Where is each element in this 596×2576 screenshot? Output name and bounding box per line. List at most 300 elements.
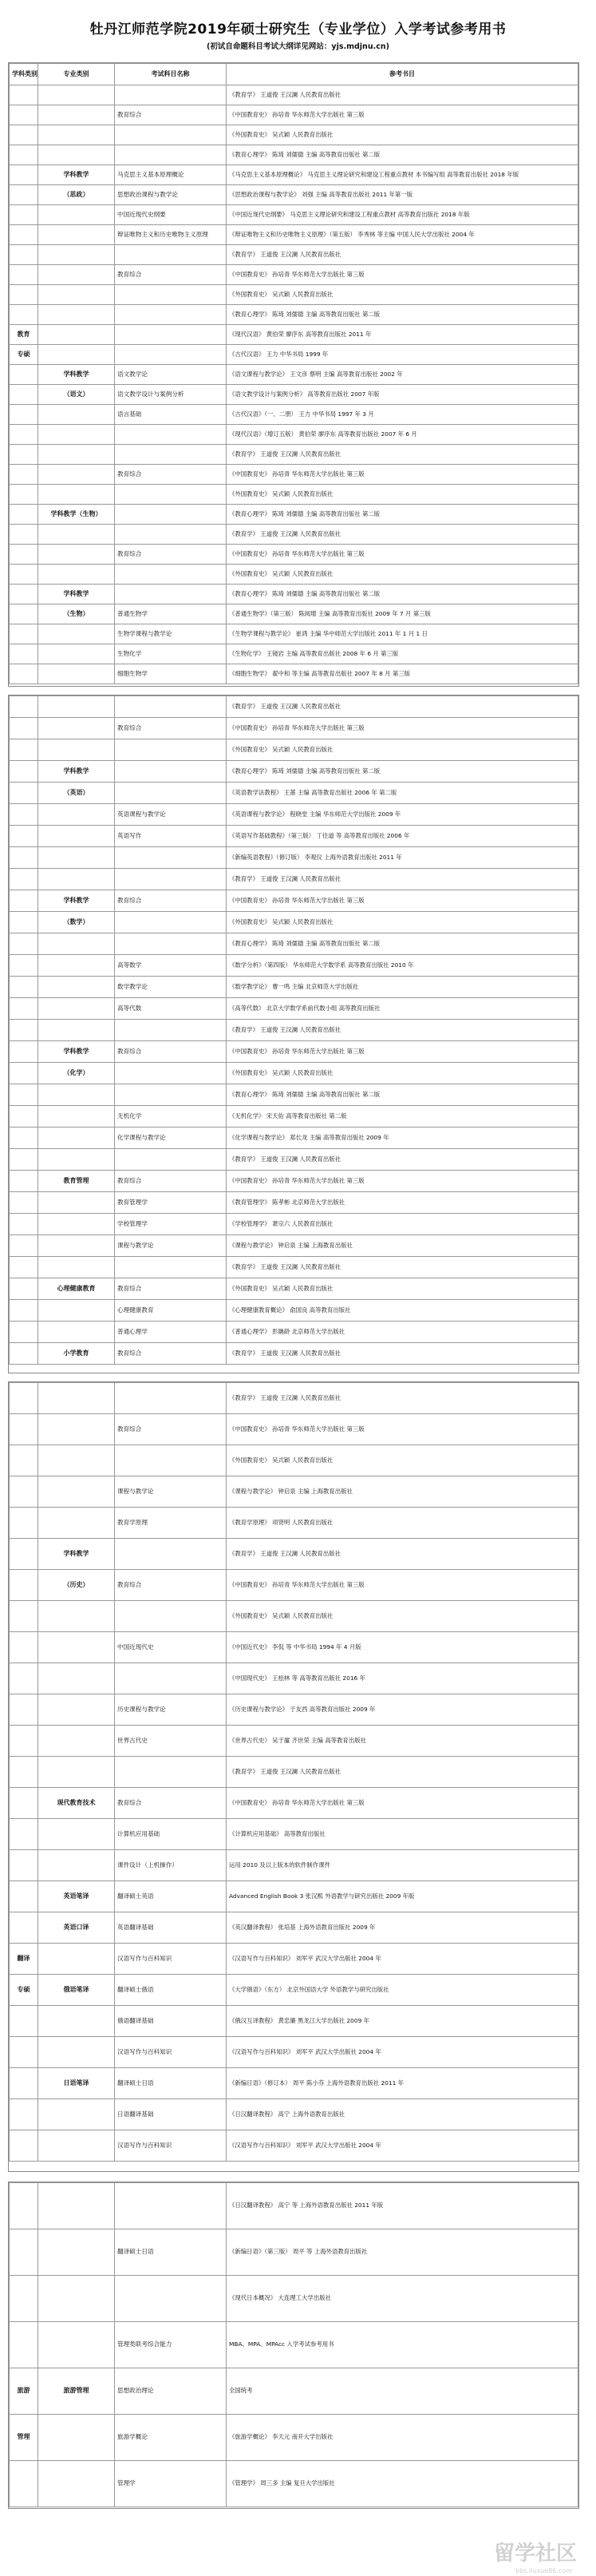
table-row [10,955,578,977]
discipline-cell [10,1041,38,1063]
table-row [10,165,578,185]
table-row [10,1663,578,1694]
reference-book-cell: 《教育学》 王道俊 王汉澜 人民教育出版社 [227,1757,578,1788]
major-cell [38,955,115,977]
reference-book-cell: 《中国教育史》 孙培青 华东师范大学出版社 第三版 [227,465,578,485]
reference-book-cell: 《学校管理学》 萧宗六 人民教育出版社 [227,1214,578,1235]
reference-book-cell: 《旅游学概论》 李天元 南开大学出版社 [227,2415,578,2461]
major-cell [38,644,115,664]
subject-cell [115,1063,227,1084]
major-cell: （语文） [38,385,115,405]
subject-cell: 日语翻译基础 [115,2099,227,2130]
major-cell [38,977,115,998]
major-cell [38,545,115,565]
table-row [10,664,578,684]
table-row [10,1570,578,1601]
subject-cell: 汉语写作与百科知识 [115,2037,227,2068]
major-cell [38,1383,115,1414]
subject-cell [115,2183,227,2229]
subject-cell [115,1257,227,1278]
table-row [10,1106,578,1127]
table-row [10,405,578,425]
reference-book-cell: 全国统考 [227,2368,578,2415]
major-cell: 学科教学 [38,1539,115,1570]
reference-book-cell: 《中国教育史》 孙培青 华东师范大学出版社 第三版 [227,1788,578,1819]
major-cell: 现代教育技术 [38,1788,115,1819]
reference-book-cell: 《教育心理学》 陈琦 刘儒德 主编 高等教育出版社 第二版 [227,585,578,604]
subject-cell [115,1445,227,1476]
table-row [10,265,578,285]
table-row [10,1476,578,1508]
discipline-cell [10,365,38,385]
reference-book-cell: 《教育学》 王道俊 王汉澜 人民教育出版社 [227,1257,578,1278]
major-cell [38,285,115,305]
discipline-cell [10,933,38,955]
table-row [10,890,578,912]
discipline-cell [10,1912,38,1944]
reference-book-cell: 《教育学》 王道俊 王汉澜 人民教育出版社 [227,1383,578,1414]
subject-cell [115,1757,227,1788]
subject-cell [115,305,227,325]
reference-book-cell: 《现代汉语》（增订五版） 黄伯荣 廖序东 高等教育出版社 2007 年 6 月 [227,425,578,445]
reference-book-cell: 《中国现代史》 王桧林 等 高等教育出版社 2016 年 [227,1663,578,1694]
discipline-cell [10,1149,38,1171]
table-row [10,1063,578,1084]
discipline-cell [10,761,38,783]
table-row [10,2099,578,2130]
table-row [10,1850,578,1881]
major-cell: 英语笔译 [38,1881,115,1912]
table-row [10,1235,578,1257]
subject-cell [115,325,227,345]
subject-cell: 细胞生物学 [115,664,227,684]
reference-book-cell: 《大学俄语》（东方） 北京外国语大学 外语教学与研究出版社 [227,1975,578,2006]
reference-book-cell: 《中国教育史》 孙培青 华东师范大学出版社 第三版 [227,1041,578,1063]
discipline-cell: 教育 [10,325,38,345]
subject-cell: 翻译硕士日语 [115,2068,227,2099]
table-row [10,345,578,365]
table-row [10,2461,578,2507]
subject-cell: 学校管理学 [115,1214,227,1235]
subject-cell [115,565,227,585]
reference-book-cell: 《外国教育史》 吴式颖 人民教育出版社 [227,565,578,585]
table-row [10,1127,578,1149]
major-cell: 学科教学 [38,165,115,185]
reference-book-cell: 《外国教育史》 吴式颖 人民教育出版社 [227,125,578,145]
table-row [10,1278,578,1300]
discipline-cell [10,465,38,485]
subject-cell: 管理学 [115,2461,227,2507]
discipline-cell [10,385,38,405]
table-row [10,1300,578,1322]
subject-cell [115,445,227,465]
watermark-url: bbs.liuxue86.com [515,2567,572,2574]
table-row [10,783,578,804]
table-row [10,1788,578,1819]
reference-book-cell: 《教育心理学》 陈琦 刘儒德 主编 高等教育出版社 第二版 [227,145,578,165]
reference-book-cell: 《数学教学论》 曹一鸣 主编 北京师范大学出版社 [227,977,578,998]
subject-cell: 教育综合 [115,1171,227,1192]
table-row [10,2276,578,2322]
major-cell [38,847,115,869]
major-cell [38,1757,115,1788]
table-row [10,624,578,644]
subject-cell [115,847,227,869]
reference-book-cell: 《汉语写作与百科知识》 刘军平 武汉大学出版社 2004 年 [227,1944,578,1975]
major-cell [38,1235,115,1257]
discipline-cell [10,739,38,761]
subject-cell: 翻译硕士日语 [115,2229,227,2276]
reference-book-cell: 《中国教育史》 孙培青 华东师范大学出版社 第三版 [227,1414,578,1445]
watermark-logo: 留学社区 [493,2542,577,2566]
major-cell [38,739,115,761]
table-page-1 [8,62,579,687]
reference-book-cell: 《生物化学》 王镜岩 主编 高等教育出版社 2008 年 6 月 第三版 [227,644,578,664]
major-cell: 英语口译 [38,1912,115,1944]
reference-book-cell: 《外国教育史》 吴式颖 人民教育出版社 [227,1063,578,1084]
subject-cell [115,125,227,145]
subject-cell: 管理类联考综合能力 [115,2322,227,2368]
discipline-cell [10,804,38,826]
subject-cell: 教育综合 [115,465,227,485]
reference-book-cell: 《教育心理学》 陈琦 刘儒德 主编 高等教育出版社 第二版 [227,305,578,325]
subject-cell: 教育综合 [115,1570,227,1601]
reference-book-cell: 《中国教育史》 孙培青 华东师范大学出版社 第三版 [227,265,578,285]
reference-book-cell: 《新编日语》（第三版） 周平 等 上海外语教育出版社 [227,2229,578,2276]
table-row [10,1445,578,1476]
discipline-cell [10,696,38,718]
discipline-cell [10,1476,38,1508]
reference-book-cell: 《教育学》 王道俊 王汉澜 人民教育出版社 [227,85,578,105]
table-row [10,2037,578,2068]
major-cell [38,2461,115,2507]
major-cell [38,1508,115,1539]
major-cell [38,1601,115,1632]
subject-cell [115,2276,227,2322]
major-cell [38,998,115,1020]
major-cell [38,445,115,465]
major-cell: 学科教学（生物） [38,505,115,525]
major-cell [38,205,115,225]
discipline-cell [10,165,38,185]
table-page-4 [8,2182,579,2509]
subject-cell: 高等代数 [115,998,227,1020]
table-row [10,85,578,105]
reference-book-cell: 《教育学》 王道俊 王汉澜 人民教育出版社 [227,445,578,465]
major-cell: （思政） [38,185,115,205]
major-cell: 学科教学 [38,1041,115,1063]
table-header-row [10,64,578,85]
subject-cell: 教育学原理 [115,1508,227,1539]
subject-cell: 教育综合 [115,265,227,285]
table-row [10,465,578,485]
subject-cell: 英语翻译基础 [115,1912,227,1944]
major-cell: （历史） [38,1570,115,1601]
subject-cell: 语文教学设计与案例分析 [115,385,227,405]
discipline-cell [10,205,38,225]
table-row [10,1020,578,1041]
discipline-cell [10,405,38,425]
major-cell: 心理健康教育 [38,1278,115,1300]
major-cell [38,933,115,955]
subject-cell: 中国近现代史 [115,1632,227,1663]
reference-book-cell: 《历史课程与教学论》 于友西 高等教育出版社 2009 年 [227,1694,578,1726]
discipline-cell [10,1343,38,1365]
table-row [10,804,578,826]
major-cell [38,696,115,718]
major-cell: 教育管理 [38,1171,115,1192]
major-cell: 俄语笔译 [38,1975,115,2006]
table-row [10,644,578,664]
table-row [10,1383,578,1414]
major-cell [38,1632,115,1663]
reference-book-cell: 《中国教育史》 孙培青 华东师范大学出版社 第三版 [227,718,578,739]
reference-table [9,2182,578,2507]
subject-cell: 普通生物学 [115,604,227,624]
reference-book-cell: 《外国教育史》 吴式颖 人民教育出版社 [227,485,578,505]
major-cell [38,345,115,365]
subject-cell: 教育综合 [115,1414,227,1445]
subject-cell [115,1149,227,1171]
discipline-cell [10,2068,38,2099]
table-row [10,1944,578,1975]
discipline-cell [10,977,38,998]
table-row [10,604,578,624]
subject-cell: 汉语写作与百科知识 [115,2130,227,2162]
major-cell [38,1414,115,1445]
major-cell [38,1476,115,1508]
table-row [10,1975,578,2006]
table-row [10,1171,578,1192]
discipline-cell [10,2183,38,2229]
major-cell: （化学） [38,1063,115,1084]
discipline-cell [10,1127,38,1149]
major-cell [38,405,115,425]
subject-cell: 化学课程与教学论 [115,1127,227,1149]
major-cell [38,1127,115,1149]
subject-cell: 数学教学论 [115,977,227,998]
major-cell [38,2276,115,2322]
reference-book-cell: 《教育心理学》 陈琦 刘儒德 主编 高等教育出版社 第二版 [227,761,578,783]
discipline-cell: 专硕 [10,345,38,365]
table-row [10,1601,578,1632]
discipline-cell [10,955,38,977]
subject-cell: 计算机应用基础 [115,1819,227,1850]
table-row [10,2068,578,2099]
table-row [10,826,578,847]
major-cell [38,1944,115,1975]
discipline-cell [10,585,38,604]
reference-book-cell: 《教育心理学》 陈琦 刘儒德 主编 高等教育出版社 第二版 [227,1084,578,1106]
table-row [10,385,578,405]
reference-book-cell: 《教育学》 王道俊 王汉澜 人民教育出版社 [227,245,578,265]
table-row [10,2130,578,2162]
table-row [10,761,578,783]
table-row [10,565,578,585]
reference-book-cell: 《外国教育史》 吴式颖 人民教育出版社 [227,1278,578,1300]
reference-book-cell: 《中国近现代史纲要》 马克思主义理论研究和建设工程重点教材 高等教育出版社 2018 年版 [227,205,578,225]
table-row [10,1881,578,1912]
subject-cell [115,1383,227,1414]
discipline-cell [10,1257,38,1278]
discipline-cell [10,565,38,585]
table-row [10,696,578,718]
major-cell [38,125,115,145]
table-row [10,545,578,565]
major-cell: （数学） [38,912,115,933]
discipline-cell [10,1726,38,1757]
major-cell [38,2322,115,2368]
subject-cell [115,505,227,525]
major-cell: 学科教学 [38,365,115,385]
discipline-cell [10,624,38,644]
reference-book-cell: 《外国教育史》 吴式颖 人民教育出版社 [227,739,578,761]
discipline-cell [10,2037,38,2068]
major-cell: （英语） [38,783,115,804]
table-row [10,869,578,890]
reference-book-cell: 《教育学》 王道俊 王汉澜 人民教育出版社 [227,1539,578,1570]
major-cell [38,2229,115,2276]
major-cell [38,1663,115,1694]
subject-cell [115,1663,227,1694]
reference-book-cell: 《高等代数》 北京大学数学系前代数小组 高等教育出版社 [227,998,578,1020]
discipline-cell [10,2229,38,2276]
reference-book-cell: 《数学分析》（第四版） 华东师范大学数学系 高等教育出版社 2010 年 [227,955,578,977]
table-row [10,365,578,385]
table-row [10,1214,578,1235]
reference-book-cell: 《细胞生物学》 翟中和 等主编 高等教育出版社 2007 年 8 月 第三版 [227,664,578,684]
subject-cell: 教育综合 [115,105,227,125]
subject-cell: 高等数学 [115,955,227,977]
reference-book-cell: 《外国教育史》 吴式颖 人民教育出版社 [227,285,578,305]
table-row [10,2006,578,2037]
discipline-cell [10,1214,38,1235]
header-cell-1: 学科类别 [10,64,38,85]
subject-cell: 教育综合 [115,545,227,565]
table-row [10,325,578,345]
reference-book-cell: 《英语课程与教学论》 程晓堂 主编 华东师范大学出版社 2009 年 [227,804,578,826]
subject-cell [115,485,227,505]
discipline-cell [10,1570,38,1601]
subject-cell: 英语课程与教学论 [115,804,227,826]
subject-cell: 思想政治理论 [115,2368,227,2415]
reference-book-cell: 《日汉翻译教程》 高宁 上海外语教育出版社 [227,2099,578,2130]
discipline-cell [10,869,38,890]
table-row [10,1912,578,1944]
table-row [10,998,578,1020]
table-row [10,739,578,761]
subject-cell: 课程与教学论 [115,1235,227,1257]
discipline-cell [10,2276,38,2322]
reference-book-cell: 《思想政治课程与教学论》 刘强 主编 高等教育出版社 2011 年第一版 [227,185,578,205]
major-cell [38,1300,115,1322]
reference-book-cell: 《教育管理学》 陈孝彬 北京师范大学出版社 [227,1192,578,1214]
reference-book-cell: 《课程与教学论》 钟启泉 主编 上海教育出版社 [227,1476,578,1508]
discipline-cell [10,1539,38,1570]
reference-book-cell: 《教育学》 王道俊 王汉澜 人民教育出版社 [227,869,578,890]
discipline-cell [10,225,38,245]
table-row [10,2415,578,2461]
discipline-cell: 管理 [10,2415,38,2461]
table-row [10,718,578,739]
major-cell [38,1819,115,1850]
table-row [10,1819,578,1850]
major-cell: （生物） [38,604,115,624]
reference-book-cell: 《中国教育史》 孙培青 华东师范大学出版社 第三版 [227,890,578,912]
major-cell [38,2006,115,2037]
reference-book-cell: 《课程与教学论》 钟启泉 主编 上海教育出版社 [227,1235,578,1257]
discipline-cell [10,145,38,165]
reference-book-cell: 《汉语写作与百科知识》 刘军平 武汉大学出版社 2004 年 [227,2130,578,2162]
reference-book-cell: 《语文教学设计与案例分析》 高等教育出版社 2007 年版 [227,385,578,405]
table-row [10,1508,578,1539]
discipline-cell [10,1414,38,1445]
subject-cell: 历史课程与教学论 [115,1694,227,1726]
table-row [10,205,578,225]
major-cell [38,465,115,485]
reference-book-cell: 《无机化学》 宋天佑 高等教育出版社 第二版 [227,1106,578,1127]
major-cell [38,2183,115,2229]
discipline-cell [10,1757,38,1788]
discipline-cell [10,2461,38,2507]
reference-book-cell: 《俄汉互译教程》 黄忠廉 黑龙江大学出版社 2009 年 [227,2006,578,2037]
major-cell [38,105,115,125]
reference-book-cell: 《普通心理学》 彭聃龄 北京师范大学出版社 [227,1322,578,1343]
discipline-cell [10,826,38,847]
discipline-cell [10,1084,38,1106]
major-cell [38,1726,115,1757]
major-cell [38,1322,115,1343]
major-cell [38,718,115,739]
major-cell [38,1084,115,1106]
major-cell [38,869,115,890]
major-cell [38,1694,115,1726]
table-row [10,525,578,545]
subject-cell: 英语写作 [115,826,227,847]
subject-cell: 心理健康教育 [115,1300,227,1322]
reference-book-cell: 《英语写作基础教程》（第三版） 丁往道 等 高等教育出版社 2006 年 [227,826,578,847]
table-row [10,585,578,604]
header-cell-4: 参考书目 [227,64,578,85]
table-page-3 [8,1381,579,2172]
subject-cell: 无机化学 [115,1106,227,1127]
subject-cell: 教育综合 [115,1788,227,1819]
table-row [10,245,578,265]
table-row [10,2229,578,2276]
discipline-cell [10,2099,38,2130]
reference-book-cell: 《新编英语教程》（修订版） 李观仪 上海外语教育出版社 2011 年 [227,847,578,869]
discipline-cell [10,1445,38,1476]
reference-book-cell: 《外国教育史》 吴式颖 人民教育出版社 [227,1601,578,1632]
discipline-cell [10,1383,38,1414]
subject-cell [115,783,227,804]
table-row [10,1726,578,1757]
table-row [10,912,578,933]
subject-cell [115,425,227,445]
table-row [10,1192,578,1214]
discipline-cell [10,105,38,125]
discipline-cell [10,505,38,525]
reference-book-cell: 《计算机应用基础》 高等教育出版社 [227,1819,578,1850]
header-cell-2: 专业类别 [38,64,115,85]
discipline-cell [10,1235,38,1257]
discipline-cell [10,445,38,465]
subject-cell [115,761,227,783]
reference-book-cell: 《外国教育史》 吴式颖 人民教育出版社 [227,912,578,933]
major-cell [38,1445,115,1476]
table-row [10,2322,578,2368]
major-cell [38,1106,115,1127]
